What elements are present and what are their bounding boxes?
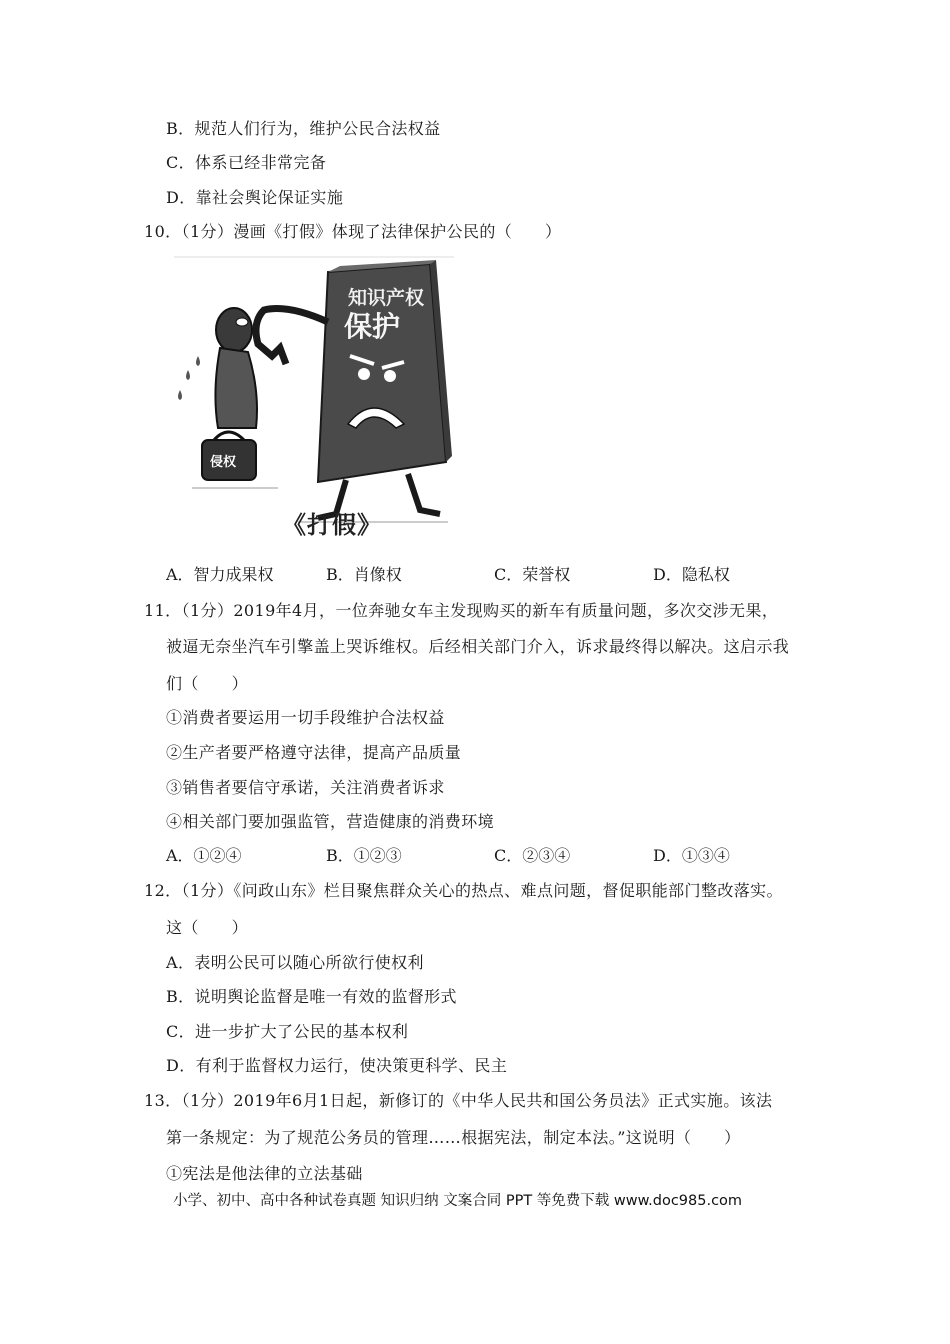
q12-stem-line1: 12．（1分）《问政山东》栏目聚焦群众关心的热点、难点问题，督促职能部门整改落实。 — [144, 881, 783, 900]
q12-option-d: D．有利于监督权力运行，使决策更科学、民主 — [166, 1056, 508, 1075]
q10-cartoon-caption: 《打假》 — [282, 511, 382, 539]
q12-option-c: C．进一步扩大了公民的基本权利 — [166, 1022, 409, 1041]
q11-options — [0, 845, 950, 867]
q12-option-a: A．表明公民可以随心所欲行使权利 — [166, 953, 424, 972]
q11-statement-3: ③销售者要信守承诺，关注消费者诉求 — [166, 778, 445, 797]
q11-stem-line2: 被逼无奈坐汽车引擎盖上哭诉维权。后经相关部门介入，诉求最终得以解决。这启示我 — [166, 637, 790, 656]
page-footer: 小学、初中、高中各种试卷真题 知识归纳 文案合同 PPT 等免费下载 www.doc985.com — [173, 1193, 743, 1209]
q10-option-a: A．智力成果权 — [166, 565, 274, 584]
board-text-line1: 知识产权 — [348, 287, 425, 309]
q13-stem-line1: 13．（1分）2019年6月1日起，新修订的《中华人民共和国公务员法》正式实施。该法 — [144, 1091, 773, 1110]
board-text-line2: 保护 — [344, 310, 401, 343]
q10-option-c: C．荣誉权 — [494, 565, 571, 584]
q11-option-b: B．①②③ — [326, 846, 402, 865]
q11-stem-line1: 11．（1分）2019年4月，一位奔驰女车主发现购买的新车有质量问题，多次交涉无果， — [144, 601, 779, 620]
q9-option-b: B．规范人们行为，维护公民合法权益 — [166, 119, 441, 138]
q10-options — [0, 564, 950, 586]
q11-option-d: D．①③④ — [653, 846, 730, 865]
q12-stem-line2: 这（ ） — [166, 918, 249, 937]
q11-statement-1: ①消费者要运用一切手段维护合法权益 — [166, 708, 445, 727]
q10-stem: 10．（1分）漫画《打假》体现了法律保护公民的（ ） — [144, 222, 562, 241]
q13-statement-1: ①宪法是他法律的立法基础 — [166, 1164, 363, 1183]
q9-option-c: C．体系已经非常完备 — [166, 153, 327, 172]
q10-option-b: B．肖像权 — [326, 565, 402, 584]
q13-stem-line2: 第一条规定：为了规范公务员的管理……根据宪法，制定本法。”这说明（ ） — [166, 1128, 741, 1147]
q10-cartoon-image — [168, 252, 458, 530]
q11-option-a: A．①②④ — [166, 846, 242, 865]
q11-stem-line3: 们（ ） — [166, 674, 249, 693]
q11-statement-2: ②生产者要严格遵守法律，提高产品质量 — [166, 743, 462, 762]
q11-statement-4: ④相关部门要加强监管，营造健康的消费环境 — [166, 812, 495, 831]
q10-option-d: D．隐私权 — [653, 565, 730, 584]
q12-option-b: B．说明舆论监督是唯一有效的监督形式 — [166, 987, 457, 1006]
bag-label: 侵权 — [210, 455, 237, 470]
q9-option-d: D．靠社会舆论保证实施 — [166, 188, 344, 207]
q11-option-c: C．②③④ — [494, 846, 571, 865]
